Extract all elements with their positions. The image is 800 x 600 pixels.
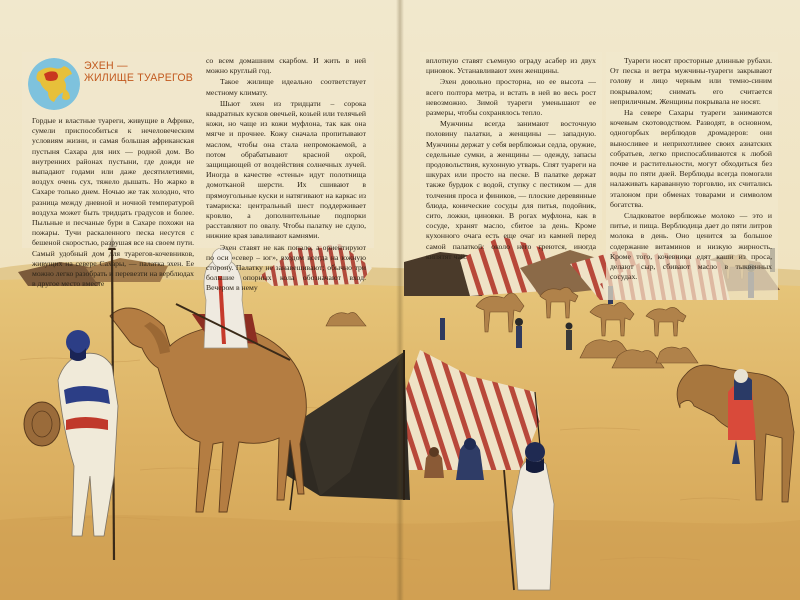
paragraph: Сладковатое верблюжье молоко — это и питье, и пища. Верблюдица дает до пяти литров молока в день. Оно ценится за большое содержание витаминов и низкую жирность. Кроме того, кочевники едят каши из проса, делают сыр, сбивают масло в тыквенных сосудах.	[610, 211, 772, 282]
book-gutter	[396, 0, 404, 600]
paragraph: Туареги носят просторные длинные рубахи. От песка и ветра мужчины-туареги закрывают голову и лицо черным или темно-синим покрывалом; снимать его считается неприличным. Женщины покрывала не носят.	[610, 56, 772, 106]
paragraph: Мужчины всегда занимают восточную половину палатки, а женщины — западную. Мужчины держат у себя верблюжьи седла, оружие, седельные сумки, а женщины — одежду, запасы продовольствия, кухонную утварь. Спят туареги на шкурах или просто на песке. В палатке держат также бурдюк с водой, ступку с пестиком — для толчения проса и фиников, — плоские деревянные блюда, конические сосуды для питья, подойник, сито, ложки, циновки. В рогах муфлона, как в сосуде, хранят масло, сбитое за день. Кроме кухонного очага есть еще очаг из камней перед самой палаткой: около него греются, иногда кипятят чай.	[426, 119, 596, 261]
paragraph: Эхен довольно просторна, но ее высота — всего полтора метра, и встать в ней во весь рост невозможно. Зимой туареги уменьшают ее размеры, чтобы сохранялось тепло.	[426, 77, 596, 118]
paragraph: На севере Сахары туареги занимаются кочевым скотоводством. Разводят, в основном, одногорбых верблюдов дромадеров: они выносливее и неприхотливее своих азиатских собратьев, легко приспосабливаются к любой почве и растительности, могут обходиться без воды по пяти дней. Верблюды всегда помогали налаживать караванную торговлю, их считались эталоном при обменах товарами и символом богатства.	[610, 108, 772, 209]
paragraph: Гордые и властные туареги, живущие в Африке, сумели приспособиться к нечеловеческим условиям жизни, и самая большая африканская пустыня Сахара для них — родной дом. Во внутренних районах пустыни, где дожди не выпадают годами или даже десятилетиями, воздух очень сух, тяжело дышать. Но жарко в Сахаре только днем. Ночью же так холодно, что разница между дневной и ночной температурой воздуха может быть тридцать градусов и более. Пыльные и песчаные бури в Сахаре похожи на пожары. Тучи раскаленного песка несутся с бешеной скоростью, разрушая все на своем пути. Самый удобный дом для туарегов-кочевников, живущих на севере Сахары, — палатка эхен. Ее можно легко разобрать и перевезти на верблюдах в другое место вместе	[32, 116, 194, 289]
right-page-column-1	[426, 56, 596, 262]
right-page-column-2	[610, 56, 772, 282]
chapter-title-line1: ЭХЕН —	[84, 60, 128, 72]
paragraph: Такое жилище идеально соответствует местному климату.	[206, 77, 366, 97]
globe-icon	[28, 58, 80, 110]
paragraph: вплотную ставят съемную ограду асабер из двух циновок. Устанавливают эхен женщины.	[426, 56, 596, 76]
left-page-column-2	[206, 56, 366, 294]
paragraph: со всем домашним скарбом. И жить в ней можно круглый год.	[206, 56, 366, 76]
chapter-title-line2: ЖИЛИЩЕ ТУАРЕГОВ	[84, 72, 194, 84]
chapter-title	[84, 60, 193, 84]
left-page-column-1	[32, 116, 194, 289]
paragraph: Шьют эхен из тридцати – сорока квадратных кусков овечьей, козьей или телячьей кожи, но чаще из кожи муфлона, так как она мягче и прочнее. Кожу сначала пропитывают маслом, чтобы она стала непромокаемой, а потом обрабатывают красной охрой, защищающей от воздействия солнечных лучей. Иногда в качестве «стены» идут полотнища домотканой шерсти. Их сшивают в прямоугольные куски и натягивают на каркас из тамариска: центральный шест поддерживает кровлю, а дополнительные подпорки расставляют по овалу. Чтобы палатку не сдуло, нижние края заваливают камнями.	[206, 98, 366, 241]
paragraph: Эхен ставят не как попало, а ориентируют по оси «север – юг», входом всегда на южную сторону. Палатку не занавешивают; обычно три большие опорных кола обозначают вход. Вечером в нему	[206, 242, 366, 293]
